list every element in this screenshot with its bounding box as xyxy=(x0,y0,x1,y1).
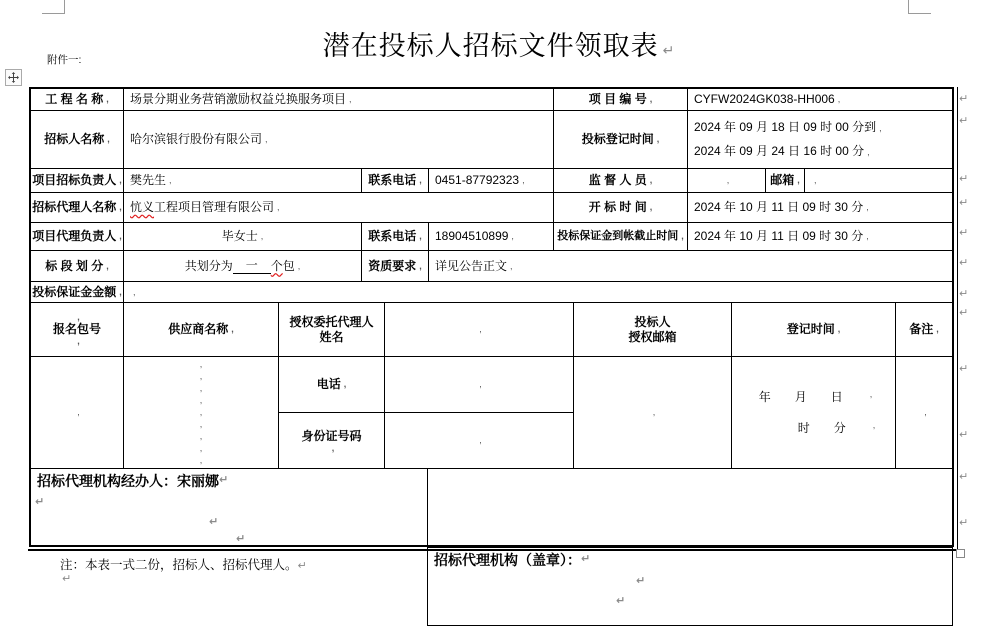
section-rest: 包 xyxy=(282,258,295,273)
end-of-cell-mark: , xyxy=(872,419,876,430)
cell-bidder-email-value[interactable] xyxy=(573,356,732,469)
cell-phone1-value[interactable] xyxy=(428,168,554,193)
agent-header-line1: 授权委托代理人 xyxy=(289,314,374,329)
end-of-cell-mark: , xyxy=(419,260,422,271)
cell-section-value[interactable] xyxy=(123,250,362,282)
cell-deposit-amount-label[interactable] xyxy=(30,281,124,303)
cell-agency-handler[interactable] xyxy=(30,468,428,547)
regtime-date-line xyxy=(759,390,873,405)
year-label: 年 xyxy=(758,389,771,404)
regtime-header-label: 登记时间 xyxy=(786,322,835,336)
end-of-cell-mark: , xyxy=(869,388,873,399)
cell-remark-header[interactable] xyxy=(895,302,953,357)
cell-email-label[interactable] xyxy=(765,168,805,193)
email-label: 邮箱 xyxy=(770,173,795,187)
agent-header-line2: 姓名 xyxy=(319,329,344,344)
cell-supplier-header[interactable] xyxy=(123,302,279,357)
end-of-cell-mark: , xyxy=(260,231,264,241)
end-of-cell-mark: , xyxy=(133,286,136,297)
cell-project-name-value[interactable] xyxy=(123,88,554,111)
footer-note: 注：本表一式二份，招标人、招标代理人。 xyxy=(60,558,298,572)
cell-phone-sublabel[interactable] xyxy=(278,356,385,413)
end-of-cell-mark: , xyxy=(866,231,869,241)
end-of-cell-mark: , xyxy=(106,94,109,104)
end-of-cell-mark: , xyxy=(343,379,347,389)
remark-header-label: 备注 xyxy=(909,322,934,336)
cell-agent-leader-label[interactable] xyxy=(30,222,124,251)
tenderer-label: 招标人名称 xyxy=(44,132,105,146)
end-of-cell-mark: , xyxy=(479,435,482,445)
end-of-cell-mark: , xyxy=(510,260,513,271)
cell-agency-label[interactable] xyxy=(30,192,124,223)
page-margin-corner-right xyxy=(908,0,931,14)
section-flagged: 个 xyxy=(270,258,283,273)
pkg-header-label: 报名包号 xyxy=(52,322,101,336)
phone-sublabel: 电话 xyxy=(316,377,341,391)
reg-time-label: 投标登记时间 xyxy=(581,132,654,146)
end-of-cell-mark: , xyxy=(199,455,203,465)
page-margin-corner-left xyxy=(42,0,65,14)
end-of-cell-mark: , xyxy=(936,324,939,334)
agency-seal-label: 招标代理机构（盖章）： xyxy=(434,552,581,568)
paragraph-mark-icon: ↵ xyxy=(959,172,969,185)
paragraph-mark-icon: ↵ xyxy=(581,552,591,565)
paragraph-mark-icon: ↵ xyxy=(297,559,307,572)
table-move-handle[interactable] xyxy=(5,69,22,86)
paragraph-mark-icon: ↵ xyxy=(959,428,969,441)
reg-time-from: 2024 年 09 月 18 日 09 时 00 分到 xyxy=(694,120,877,134)
cell-supervisor-value[interactable] xyxy=(687,168,766,193)
section-prefix: 共划分为 xyxy=(184,258,233,273)
end-of-cell-mark: , xyxy=(119,202,122,212)
end-of-cell-mark: , xyxy=(77,312,80,322)
end-of-cell-mark: , xyxy=(199,383,203,393)
cell-blank-header[interactable] xyxy=(384,302,574,357)
paragraph-mark-icon: ↵ xyxy=(959,470,969,483)
end-of-cell-mark: , xyxy=(797,175,800,185)
end-of-cell-mark: , xyxy=(199,419,203,429)
end-of-cell-mark: , xyxy=(522,175,525,185)
paragraph-mark-icon: ↵ xyxy=(959,287,969,300)
cell-reg-time-value[interactable] xyxy=(687,110,953,169)
cell-agency-value[interactable] xyxy=(123,192,554,223)
end-of-cell-mark: , xyxy=(119,175,122,185)
cell-bid-leader-label[interactable] xyxy=(30,168,124,193)
agent-leader-label: 项目代理负责人 xyxy=(32,229,117,243)
cell-pkg-header[interactable] xyxy=(30,302,124,357)
qualification-label: 资质要求 xyxy=(368,258,417,273)
end-of-cell-mark: , xyxy=(419,175,422,185)
cell-deposit-deadline-label[interactable] xyxy=(553,222,688,251)
supplier-header-label: 供应商名称 xyxy=(168,322,229,336)
reg-time-from-line xyxy=(694,120,882,135)
cell-regtime-value[interactable] xyxy=(731,356,896,469)
paragraph-mark-icon: ↵ xyxy=(236,532,246,545)
paragraph-mark-icon: ↵ xyxy=(959,196,969,209)
end-of-cell-mark: , xyxy=(649,175,653,185)
end-of-cell-mark: , xyxy=(349,94,352,104)
attachment-label[interactable]: 附件一: xyxy=(47,54,82,66)
cell-deposit-amount-value[interactable] xyxy=(123,281,953,303)
end-of-cell-mark: , xyxy=(419,231,422,241)
end-of-cell-mark: , xyxy=(231,324,234,334)
phone-label: 联系电话 xyxy=(368,173,417,187)
section-count-underlined: 一 xyxy=(233,258,271,274)
hour-label: 时 xyxy=(797,420,810,435)
cell-supervisor-label[interactable] xyxy=(553,168,688,193)
project-no-label: 项 目 编 号 xyxy=(588,92,647,106)
cell-phone1-label[interactable] xyxy=(361,168,429,193)
bid-leader-label: 项目招标负责人 xyxy=(32,173,117,187)
bidder-email-line2: 授权邮箱 xyxy=(628,329,677,344)
cell-phone2-value[interactable] xyxy=(428,222,554,251)
cell-section-label[interactable] xyxy=(30,250,124,282)
paragraph-mark-icon: ↵ xyxy=(209,515,219,528)
cell-project-name-label[interactable] xyxy=(30,88,124,111)
end-of-cell-mark: , xyxy=(649,94,653,104)
minute-label: 分 xyxy=(833,420,846,435)
cell-open-time-value[interactable] xyxy=(687,192,953,223)
paragraph-mark-icon: ↵ xyxy=(959,256,969,269)
page-title: 潜在投标人招标文件领取表 xyxy=(322,31,659,61)
cell-idcard-sublabel[interactable] xyxy=(278,412,385,469)
end-of-cell-mark: , xyxy=(814,175,817,185)
cell-phone-subvalue[interactable] xyxy=(384,356,574,413)
cell-tenderer-label[interactable] xyxy=(30,110,124,169)
document-title-line[interactable] xyxy=(0,24,998,63)
agent-leader-value: 毕女士 xyxy=(221,229,258,243)
open-time-value: 2024 年 10 月 11 日 09 时 30 分 xyxy=(694,200,864,214)
cell-idcard-subvalue[interactable] xyxy=(384,412,574,469)
cell-email-value[interactable] xyxy=(804,168,953,193)
table-resize-handle[interactable] xyxy=(956,549,965,558)
paragraph-mark-icon: ↵ xyxy=(219,473,229,486)
end-of-cell-mark: , xyxy=(924,407,927,417)
table-outer-border-bottom xyxy=(28,549,959,551)
supervisor-label: 监 督 人 员 xyxy=(588,173,647,187)
end-of-cell-mark: , xyxy=(297,260,301,271)
end-of-cell-mark: , xyxy=(199,443,203,453)
month-label: 月 xyxy=(794,389,807,404)
cell-phone2-label[interactable] xyxy=(361,222,429,251)
agency-value-rest: 工程项目管理有限公司 xyxy=(154,200,275,214)
deposit-deadline-label: 投标保证金到帐截止时间 xyxy=(557,229,679,242)
phone1-value: 0451-87792323 xyxy=(435,173,520,187)
cell-project-no-label[interactable] xyxy=(553,88,688,111)
paragraph-mark-icon: ↵ xyxy=(62,572,72,585)
end-of-cell-mark: , xyxy=(681,231,684,241)
empty-paragraph-marks xyxy=(200,359,203,466)
end-of-cell-mark: , xyxy=(277,202,280,212)
paragraph-mark-icon: ↵ xyxy=(636,574,646,587)
paragraph-mark-icon: ↵ xyxy=(959,516,969,529)
paragraph-mark-icon: ↵ xyxy=(959,306,969,319)
phone-label: 联系电话 xyxy=(368,229,417,243)
paragraph-mark-icon: ↵ xyxy=(959,92,969,105)
end-of-cell-mark: , xyxy=(77,407,80,417)
phone2-value: 18904510899 xyxy=(435,229,509,243)
end-of-cell-mark: , xyxy=(656,134,660,144)
move-arrows-icon xyxy=(8,72,19,83)
cell-agent-header[interactable] xyxy=(278,302,385,357)
paragraph-mark-icon: ↵ xyxy=(616,594,626,607)
cell-agent-leader-value[interactable] xyxy=(123,222,362,251)
end-of-cell-mark: , xyxy=(199,431,203,441)
qualification-value: 详见公告正文 xyxy=(435,258,508,273)
cell-regtime-header[interactable] xyxy=(731,302,896,357)
end-of-cell-mark: , xyxy=(199,395,203,405)
end-of-cell-mark: , xyxy=(199,407,203,417)
cell-bid-leader-value[interactable] xyxy=(123,168,362,193)
end-of-cell-mark: , xyxy=(879,123,882,133)
end-of-cell-mark: , xyxy=(866,202,869,212)
paragraph-mark-icon: ↵ xyxy=(959,362,969,375)
cell-bidder-email-header[interactable] xyxy=(573,302,732,357)
end-of-cell-mark: , xyxy=(331,442,335,453)
bid-leader-value: 樊先生 xyxy=(130,173,167,187)
regtime-time-line xyxy=(798,421,876,436)
cell-qualification-value[interactable] xyxy=(428,250,953,282)
paragraph-mark-icon: ↵ xyxy=(35,495,45,508)
end-of-cell-mark: , xyxy=(199,371,203,381)
section-label: 标 段 划 分 xyxy=(45,258,104,273)
cell-agency-seal[interactable] xyxy=(427,547,953,626)
idcard-sublabel: 身份证号码 xyxy=(301,428,362,443)
agency-handler-label: 招标代理机构经办人：宋丽娜 xyxy=(37,473,219,489)
cell-project-no-value[interactable] xyxy=(687,88,953,111)
end-of-cell-mark: , xyxy=(119,286,122,297)
paragraph-mark-icon: ↵ xyxy=(662,43,676,59)
end-of-cell-mark: , xyxy=(479,324,482,334)
end-of-cell-mark: , xyxy=(867,147,870,157)
cell-deposit-deadline-value[interactable] xyxy=(687,222,953,251)
end-of-cell-mark: , xyxy=(106,260,109,271)
project-no-value: CYFW2024GK038-HH006 xyxy=(694,92,835,106)
cell-qualification-label[interactable] xyxy=(361,250,429,282)
project-name-value: 场景分期业务营销激励权益兑换服务项目 xyxy=(130,92,347,106)
end-of-cell-mark: , xyxy=(119,231,122,241)
end-of-cell-mark: , xyxy=(265,134,268,144)
end-of-cell-mark: , xyxy=(77,336,80,346)
end-of-cell-mark: , xyxy=(169,175,172,185)
paragraph-mark-icon: ↵ xyxy=(959,226,969,239)
bidder-email-line1: 投标人 xyxy=(634,314,671,329)
cell-remark-value[interactable] xyxy=(895,356,953,469)
end-of-cell-mark: , xyxy=(652,407,656,417)
end-of-cell-mark: , xyxy=(479,379,482,389)
end-of-cell-mark: , xyxy=(107,134,110,144)
agency-label: 招标代理人名称 xyxy=(32,200,117,214)
deposit-amount-label: 投标保证金金额 xyxy=(32,284,117,299)
cell-pkg-value[interactable] xyxy=(30,356,124,469)
end-of-cell-mark: , xyxy=(649,202,653,212)
day-label: 日 xyxy=(830,389,843,404)
agency-value-misspelled: 忼义 xyxy=(130,200,155,214)
cell-tenderer-value[interactable] xyxy=(123,110,554,169)
deposit-deadline-value: 2024 年 10 月 11 日 09 时 30 分 xyxy=(694,229,864,243)
tenderer-value: 哈尔滨银行股份有限公司 xyxy=(130,132,263,146)
cell-open-time-label[interactable] xyxy=(553,192,688,223)
reg-time-to: 2024 年 09 月 24 日 16 时 00 分 xyxy=(694,144,865,158)
end-of-cell-mark: , xyxy=(837,324,841,334)
open-time-label: 开 标 时 间 xyxy=(588,200,647,214)
end-of-cell-mark: , xyxy=(726,175,730,185)
footer-note-line[interactable] xyxy=(60,555,307,573)
end-of-cell-mark: , xyxy=(199,359,203,369)
paragraph-mark-icon: ↵ xyxy=(959,114,969,127)
cell-reg-time-label[interactable] xyxy=(553,110,688,169)
table-outer-border-right xyxy=(957,87,958,552)
cell-supplier-value[interactable] xyxy=(123,356,279,469)
end-of-cell-mark: , xyxy=(511,231,514,241)
project-name-label: 工 程 名 称 xyxy=(45,92,104,106)
end-of-cell-mark: , xyxy=(837,94,841,104)
reg-time-to-line xyxy=(694,144,870,159)
